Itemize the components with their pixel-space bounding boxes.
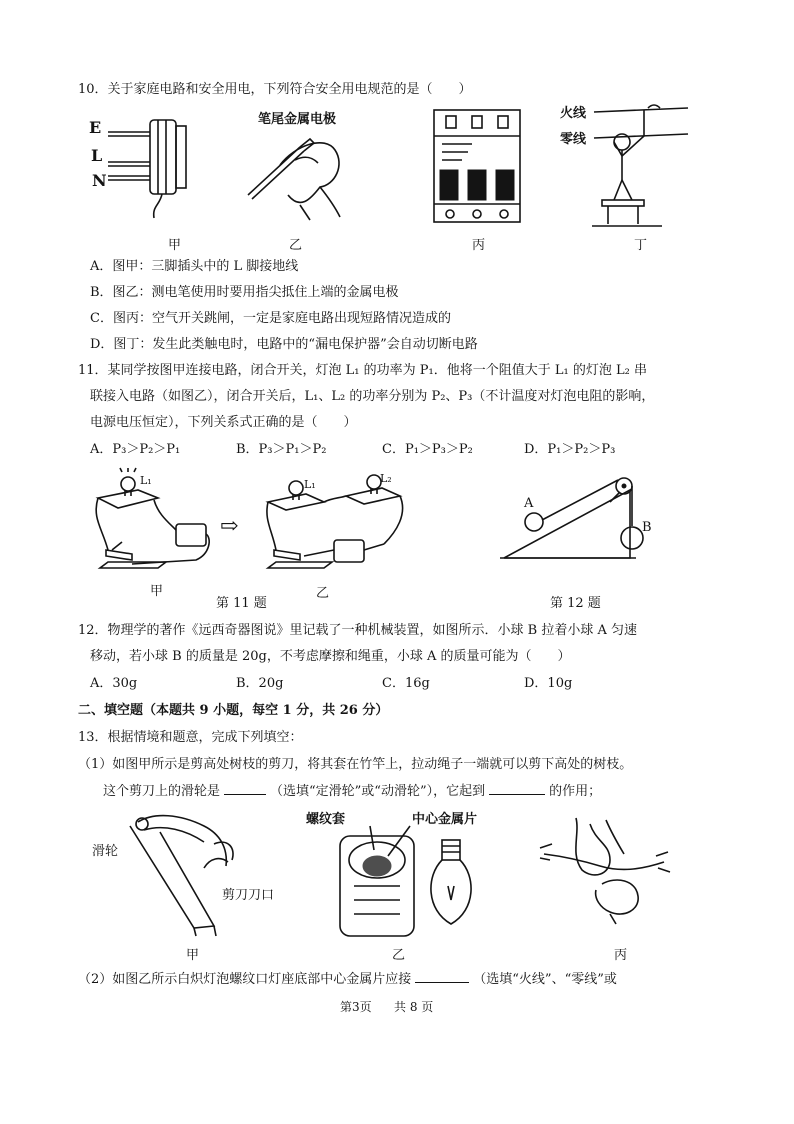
q12-option-b: B．20g [236,676,284,691]
caption-ding: 丁 [634,238,648,253]
circuit-jia-drawing [92,468,222,578]
label-ball-A: A [524,496,534,511]
bulb-socket-drawing [330,826,490,942]
label-blade: 剪刀刀口 [222,888,275,903]
page-number: 第3页 [340,1000,372,1014]
label-L1-yi: L₁ [304,478,316,491]
q13-blank-wire[interactable] [415,970,469,983]
caption-13-yi: 乙 [392,948,406,963]
q13-part1-text-a: 这个剪刀上的滑轮是 [103,784,221,799]
label-live-wire: 火线 [560,106,587,121]
q13-part1-text-b: （选填“定滑轮”或“动滑轮”），它起到 [270,784,486,799]
circuit-yi-drawing [264,468,414,578]
q13-stem: 13．根据情境和题意，完成下列填空： [78,730,303,745]
q10-option-b: B．图乙：测电笔使用时要用指尖抵住上端的金属电极 [90,285,399,300]
q12-stem-line1: 12．物理学的著作《远西奇器图说》里记载了一种机械装置，如图所示．小球 B 拉着小球 A 匀速 [78,623,638,638]
q10-option-d: D．图丁：发生此类触电时，电路中的“漏电保护器”会自动切断电路 [90,337,478,352]
q10-option-a: A．图甲：三脚插头中的 L 脚接地线 [90,259,299,274]
label-ball-B: B [642,520,652,535]
airswitch-drawing [432,108,522,224]
arrow-right-icon: ⇨ [220,514,239,539]
q10-stem: 10．关于家庭电路和安全用电，下列符合安全用电规范的是（ ） [78,82,472,97]
label-N: N [92,171,107,190]
label-screw-socket: 螺纹套 [306,812,346,827]
hands-wire-drawing [540,814,670,924]
q13-part2-text-a: （2）如图乙所示白炽灯泡螺纹口灯座底部中心金属片应接 [78,972,412,987]
caption-bing: 丙 [472,238,486,253]
q13-blank-pulley-type[interactable] [224,782,266,795]
label-pen-electrode: 笔尾金属电极 [258,112,337,127]
page-total: 共 8 页 [394,1000,434,1014]
q11-option-c: C．P₁＞P₃＞P₂ [382,442,473,457]
q11-option-b: B．P₃＞P₁＞P₂ [236,442,327,457]
caption-q12: 第 12 题 [550,596,601,611]
q13-part1-line1: （1）如图甲所示是剪高处树枝的剪刀，将其套在竹竿上，拉动绳子一端就可以剪下高处的树枝。 [78,757,633,772]
q13-blank-effect[interactable] [489,782,545,795]
incline-pulley-drawing [500,464,650,564]
q13-part1-text-c: 的作用； [549,784,602,799]
caption-11-yi: 乙 [316,586,330,601]
q12-option-d: D．10g [524,676,573,691]
section-heading-fill-in: 二、填空题（本题共 9 小题，每空 1 分，共 26 分） [78,703,389,718]
caption-11-jia: 甲 [150,584,164,599]
caption-yi: 乙 [289,238,303,253]
q12-stem-line2: 移动，若小球 B 的质量是 20g，不考虑摩擦和绳重，小球 A 的质量可能为（ ） [90,649,571,664]
q11-stem-line1: 11．某同学按图甲连接电路，闭合开关，灯泡 L₁ 的功率为 P₁．他将一个阻值大于 L₁ 的灯泡 L₂ 串 [78,363,647,378]
plug-drawing [100,110,200,220]
q13-part2-line1 [78,970,617,989]
shock-drawing [592,100,692,230]
label-L2-yi: L₂ [380,472,392,485]
q11-stem-line3: 电源电压恒定），下列关系式正确的是（ ） [90,415,357,430]
q12-option-a: A．30g [90,676,138,691]
caption-q11: 第 11 题 [216,596,267,611]
testpen-drawing [240,125,350,225]
caption-jia: 甲 [168,238,182,253]
label-neutral-wire: 零线 [560,132,587,147]
q11-option-a: A．P₃＞P₂＞P₁ [90,442,181,457]
label-E: E [89,118,102,137]
q12-option-c: C．16g [382,676,430,691]
q11-option-d: D．P₁＞P₂＞P₃ [524,442,616,457]
label-center-metal: 中心金属片 [412,812,478,827]
q13-part2-text-b: （选填“火线”、“零线”或 [473,972,617,987]
caption-13-jia: 甲 [186,948,200,963]
q13-part1-line2 [103,782,601,801]
shears-drawing [124,808,254,938]
label-pulley: 滑轮 [92,844,119,859]
label-L1-jia: L₁ [140,474,152,487]
label-L: L [91,146,103,165]
q11-stem-line2: 联接入电路（如图乙），闭合开关后，L₁、L₂ 的功率分别为 P₂、P₃（不计温度对灯泡电阻的影响， [90,389,655,404]
q10-option-c: C．图丙：空气开关跳闸，一定是家庭电路出现短路情况造成的 [90,311,451,326]
caption-13-bing: 丙 [614,948,628,963]
